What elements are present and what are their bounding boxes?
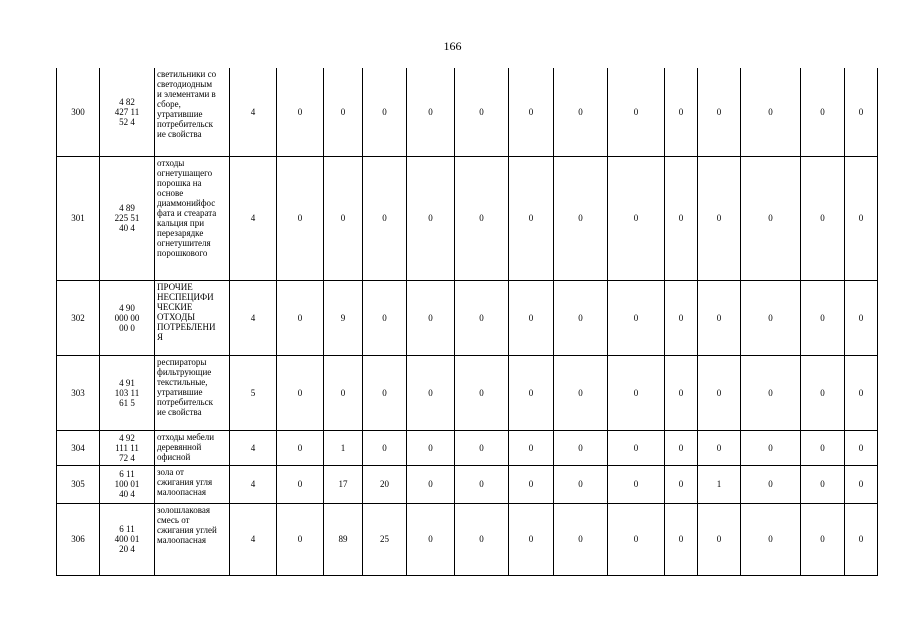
waste-name-line: фата и стеарата [157, 207, 217, 218]
row-number: 304 [57, 430, 100, 465]
waste-name-line: кальция при [157, 217, 205, 228]
waste-code-line: 52 4 [119, 116, 135, 127]
waste-code [100, 430, 155, 465]
page-number: 166 [443, 39, 462, 53]
value-cell: 0 [698, 430, 741, 465]
waste-name-line: ие свойства [157, 129, 202, 139]
value-cell: 0 [455, 355, 509, 430]
value-cell: 0 [665, 156, 698, 280]
waste-name-line: Я [157, 331, 164, 342]
waste-code-line: 427 11 [114, 106, 140, 117]
waste-code-line: 400 01 [114, 534, 140, 544]
waste-name [155, 503, 230, 575]
waste-code [100, 355, 155, 430]
value-cell: 0 [801, 68, 845, 156]
value-cell: 0 [665, 68, 698, 156]
value-cell: 0 [455, 280, 509, 355]
value-cell: 0 [845, 430, 878, 465]
value-cell: 0 [845, 503, 878, 575]
value-cell: 0 [455, 68, 509, 156]
waste-name-line: офисной [157, 451, 191, 462]
value-cell: 0 [363, 355, 407, 430]
waste-name-line: светильники со [157, 69, 217, 79]
waste-name [155, 156, 230, 280]
value-cell: 0 [455, 503, 509, 575]
value-cell: 0 [324, 355, 363, 430]
row-number: 306 [57, 503, 100, 575]
value-cell: 17 [324, 465, 363, 503]
waste-register-table [56, 68, 878, 576]
waste-name [155, 68, 230, 156]
value-cell: 0 [741, 465, 801, 503]
value-cell: 0 [277, 68, 324, 156]
table-row [57, 355, 878, 430]
waste-code-line: 61 5 [119, 397, 135, 408]
waste-name-line: перезарядке [157, 227, 204, 238]
waste-name-line: отходы [157, 157, 185, 168]
value-cell: 0 [608, 68, 665, 156]
waste-name-line: ОТХОДЫ [157, 311, 196, 322]
value-cell: 0 [741, 503, 801, 575]
value-cell: 0 [363, 430, 407, 465]
value-cell: 0 [608, 280, 665, 355]
waste-name-line: фильтрующие [157, 366, 212, 377]
value-cell: 0 [741, 355, 801, 430]
waste-code-line: 6 11 [119, 524, 135, 534]
hazard-class: 4 [230, 503, 277, 575]
row-number: 301 [57, 156, 100, 280]
row-number: 300 [57, 68, 100, 156]
value-cell: 0 [554, 465, 608, 503]
waste-name-line: сжигания углей [157, 524, 217, 535]
hazard-class: 4 [230, 430, 277, 465]
value-cell: 0 [665, 465, 698, 503]
value-cell: 0 [608, 355, 665, 430]
waste-name-line: ПОТРЕБЛЕНИ [157, 321, 216, 332]
hazard-class: 4 [230, 465, 277, 503]
row-number: 303 [57, 355, 100, 430]
table-row [57, 156, 878, 280]
value-cell: 0 [509, 503, 554, 575]
value-cell: 0 [277, 430, 324, 465]
value-cell: 0 [665, 280, 698, 355]
value-cell: 0 [698, 355, 741, 430]
waste-name-line: утратившие [157, 109, 203, 119]
value-cell: 0 [324, 156, 363, 280]
waste-name-line: ПРОЧИЕ [157, 281, 193, 292]
value-cell: 0 [407, 430, 455, 465]
value-cell: 0 [801, 503, 845, 575]
value-cell: 0 [845, 68, 878, 156]
value-cell: 0 [845, 280, 878, 355]
waste-name-line: НЕСПЕЦИФИ [157, 291, 214, 302]
value-cell: 0 [277, 355, 324, 430]
waste-name-line: и элементами в [157, 89, 216, 99]
value-cell: 0 [554, 280, 608, 355]
value-cell: 0 [407, 280, 455, 355]
value-cell: 0 [363, 280, 407, 355]
value-cell: 1 [324, 430, 363, 465]
value-cell: 0 [277, 280, 324, 355]
value-cell: 0 [554, 68, 608, 156]
waste-code [100, 280, 155, 355]
waste-code-line: 4 90 [119, 302, 135, 313]
value-cell: 0 [801, 156, 845, 280]
value-cell: 0 [698, 503, 741, 575]
waste-name-line: малоопасная [157, 486, 206, 497]
value-cell: 0 [845, 355, 878, 430]
value-cell: 0 [608, 503, 665, 575]
waste-name-line: деревянной [157, 441, 202, 452]
value-cell: 0 [665, 430, 698, 465]
table-row [57, 430, 878, 465]
value-cell: 0 [407, 68, 455, 156]
waste-name-line: утратившие [157, 386, 203, 397]
value-cell: 0 [509, 465, 554, 503]
waste-name [155, 430, 230, 465]
waste-code-line: 4 92 [119, 432, 135, 443]
waste-name-line: зола от [157, 466, 184, 477]
value-cell: 0 [845, 465, 878, 503]
value-cell: 0 [509, 68, 554, 156]
value-cell: 0 [845, 156, 878, 280]
waste-name-line: порошкового [157, 247, 208, 258]
waste-code-line: 225 51 [114, 213, 140, 223]
value-cell: 0 [509, 280, 554, 355]
waste-code [100, 68, 155, 156]
waste-code [100, 465, 155, 503]
row-number: 302 [57, 280, 100, 355]
waste-name-line: диаммонийфос [157, 197, 216, 208]
table-row [57, 465, 878, 503]
value-cell: 0 [407, 355, 455, 430]
value-cell: 0 [801, 355, 845, 430]
waste-code-line: 111 11 [115, 442, 139, 453]
waste-name-line: отходы мебели [157, 431, 215, 442]
value-cell: 0 [455, 156, 509, 280]
waste-name-line: потребительск [157, 396, 214, 407]
waste-code-line: 4 89 [119, 203, 135, 213]
waste-name-line: текстильные, [157, 376, 208, 387]
value-cell: 0 [665, 355, 698, 430]
waste-code-line: 40 4 [119, 223, 135, 233]
value-cell: 0 [509, 355, 554, 430]
waste-name [155, 465, 230, 503]
waste-code-line: 20 4 [119, 544, 135, 554]
value-cell: 0 [277, 465, 324, 503]
hazard-class: 4 [230, 68, 277, 156]
waste-code-line: 40 4 [119, 489, 135, 499]
value-cell: 0 [741, 68, 801, 156]
value-cell: 0 [608, 156, 665, 280]
value-cell: 0 [277, 156, 324, 280]
waste-name-line: сжигания угля [157, 476, 213, 487]
waste-code-line: 00 0 [119, 322, 135, 333]
waste-name [155, 355, 230, 430]
value-cell: 0 [363, 156, 407, 280]
value-cell: 0 [509, 430, 554, 465]
waste-name-line: огнетушащего [157, 167, 213, 178]
waste-name-line: огнетушителя [157, 237, 211, 248]
waste-name-line: ие свойства [157, 406, 202, 417]
table-row [57, 503, 878, 575]
waste-name-line: основе [157, 187, 184, 198]
value-cell: 0 [608, 465, 665, 503]
waste-code-line: 72 4 [119, 452, 135, 463]
waste-code-line: 000 00 [114, 312, 140, 323]
value-cell: 0 [801, 430, 845, 465]
value-cell: 0 [363, 68, 407, 156]
value-cell: 0 [698, 156, 741, 280]
value-cell: 0 [698, 68, 741, 156]
value-cell: 0 [554, 430, 608, 465]
value-cell: 0 [324, 68, 363, 156]
value-cell: 0 [407, 156, 455, 280]
value-cell: 0 [741, 430, 801, 465]
hazard-class: 5 [230, 355, 277, 430]
waste-name-line: золошлаковая [157, 504, 210, 515]
waste-name-line: сборе, [157, 99, 181, 109]
value-cell: 89 [324, 503, 363, 575]
value-cell: 0 [741, 280, 801, 355]
value-cell: 1 [698, 465, 741, 503]
hazard-class: 4 [230, 280, 277, 355]
value-cell: 0 [277, 503, 324, 575]
waste-name-line: смесь от [157, 514, 190, 525]
waste-name-line: респираторы [157, 356, 207, 367]
waste-code-line: 4 91 [119, 377, 135, 388]
value-cell: 25 [363, 503, 407, 575]
value-cell: 0 [698, 280, 741, 355]
value-cell: 0 [665, 503, 698, 575]
value-cell: 0 [608, 430, 665, 465]
value-cell: 0 [407, 465, 455, 503]
waste-name [155, 280, 230, 355]
waste-name-line: ЧЕСКИЕ [157, 301, 193, 312]
value-cell: 0 [455, 430, 509, 465]
value-cell: 0 [801, 465, 845, 503]
waste-name-line: потребительск [157, 119, 214, 129]
hazard-class: 4 [230, 156, 277, 280]
waste-name-line: светодиодным [157, 79, 213, 89]
value-cell: 9 [324, 280, 363, 355]
waste-code-line: 4 82 [119, 96, 135, 107]
table-body [57, 68, 878, 575]
row-number: 305 [57, 465, 100, 503]
value-cell: 0 [801, 280, 845, 355]
value-cell: 0 [407, 503, 455, 575]
waste-name-line: порошка на [157, 177, 202, 188]
value-cell: 0 [554, 355, 608, 430]
value-cell: 0 [455, 465, 509, 503]
table-row [57, 280, 878, 355]
value-cell: 0 [554, 156, 608, 280]
value-cell: 0 [509, 156, 554, 280]
waste-code-line: 6 11 [119, 469, 135, 479]
table-row [57, 68, 878, 156]
waste-name-line: малоопасная [157, 534, 206, 545]
value-cell: 20 [363, 465, 407, 503]
waste-code-line: 103 11 [114, 387, 140, 398]
value-cell: 0 [741, 156, 801, 280]
waste-code [100, 503, 155, 575]
waste-code-line: 100 01 [114, 479, 140, 489]
value-cell: 0 [554, 503, 608, 575]
waste-code [100, 156, 155, 280]
